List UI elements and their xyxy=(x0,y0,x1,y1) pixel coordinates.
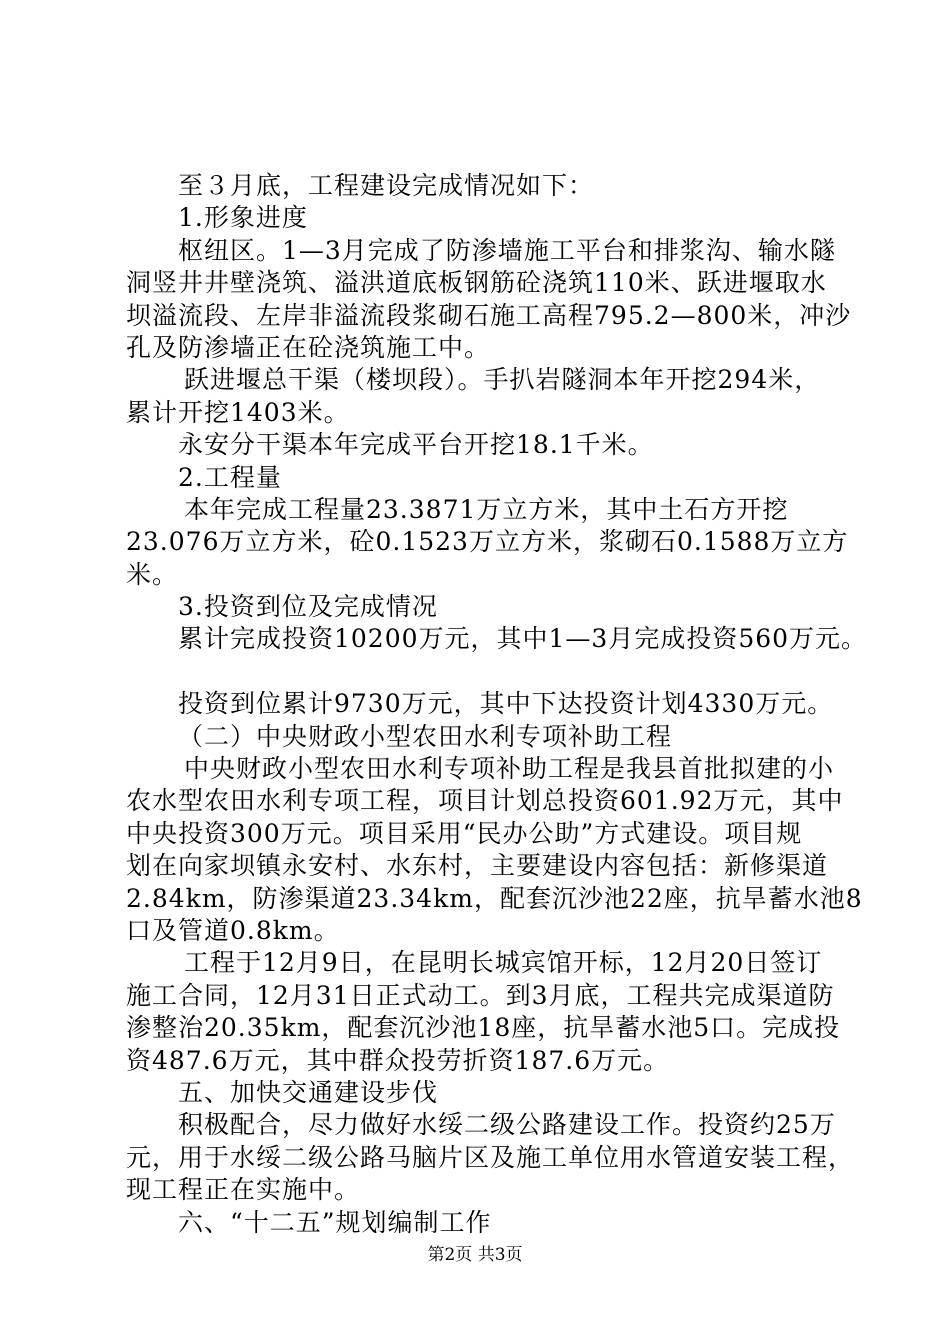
paragraph-line: 累计开挖1403米。 xyxy=(126,397,350,427)
paragraph-line: 投资到位累计9730万元，其中下达投资计划4330万元。 xyxy=(178,689,834,719)
paragraph-line: 米。 xyxy=(126,559,179,589)
section-heading: 六、“十二五”规划编制工作 xyxy=(178,1207,492,1237)
paragraph-line: 中央财政小型农田水利专项补助工程是我县首批拟建的小 xyxy=(184,754,835,784)
paragraph-line: 洞竖井井壁浇筑、溢洪道底板钢筋砼浇筑110米、跃进堰取水 xyxy=(126,268,827,298)
paragraph-line: 施工合同，12月31日正式动工。到3月底，工程共完成渠道防 xyxy=(126,980,835,1010)
paragraph-line: 口及管道0.8km。 xyxy=(126,915,340,945)
section-heading: 五、加快交通建设步伐 xyxy=(178,1077,439,1107)
paragraph-line: 跃进堰总干渠（楼坝段）。手扒岩隧洞本年开挖294米， xyxy=(184,365,821,395)
paragraph-line: 现工程正在实施中。 xyxy=(126,1175,361,1205)
paragraph-line: 2.84km，防渗渠道23.34km，配套沉沙池22座，抗旱蓄水池8 xyxy=(126,883,863,913)
page-number-footer: 第2页 共3页 xyxy=(427,1245,523,1265)
section-heading: 3.投资到位及完成情况 xyxy=(178,592,438,622)
paragraph-line: 中央投资300万元。项目采用“民办公助”方式建设。项目规 xyxy=(126,818,803,848)
paragraph-line: 积极配合，尽力做好水绥二级公路建设工作。投资约25万 xyxy=(178,1110,836,1140)
paragraph-line: 资487.6万元，其中群众投劳折资187.6万元。 xyxy=(126,1045,670,1075)
section-heading: 1.形象进度 xyxy=(178,203,308,233)
paragraph-line: 本年完成工程量23.3871万立方米，其中土石方开挖 xyxy=(184,494,789,524)
paragraph-line: 坝溢流段、左岸非溢流段浆砌石施工高程795.2—800米，冲沙 xyxy=(126,300,852,330)
paragraph-line: 渗整治20.35km，配套沉沙池18座，抗旱蓄水池5口。完成投 xyxy=(126,1013,841,1043)
section-heading: （二）中央财政小型农田水利专项补助工程 xyxy=(178,721,673,751)
paragraph-line: 永安分干渠本年完成平台开挖18.1千米。 xyxy=(178,430,654,460)
section-heading: 2.工程量 xyxy=(178,462,282,492)
paragraph-line: 农水型农田水利专项工程，项目计划总投资601.92万元，其中 xyxy=(126,786,844,816)
document-body xyxy=(126,170,868,1239)
paragraph-line: 划在向家坝镇永安村、水东村，主要建设内容包括：新修渠道 xyxy=(126,851,829,881)
paragraph-line: 累计完成投资10200万元，其中1—3月完成投资560万元。 xyxy=(178,624,868,654)
paragraph-line: 元，用于水绥二级公路马脑片区及施工单位用水管道安装工程， xyxy=(126,1142,855,1172)
paragraph-line: 23.076万立方米，砼0.1523万立方米，浆砌石0.1588万立方 xyxy=(126,527,849,557)
paragraph-line: 工程于12月9日，在昆明长城宾馆开标，12月20日签订 xyxy=(184,948,823,978)
paragraph-line: 枢纽区。1—3月完成了防渗墙施工平台和排浆沟、输水隧 xyxy=(178,235,836,265)
blank-line xyxy=(126,656,848,688)
paragraph-line: 孔及防渗墙正在砼浇筑施工中。 xyxy=(126,332,491,362)
paragraph-line: 至３月底，工程建设完成情况如下： xyxy=(178,171,595,200)
